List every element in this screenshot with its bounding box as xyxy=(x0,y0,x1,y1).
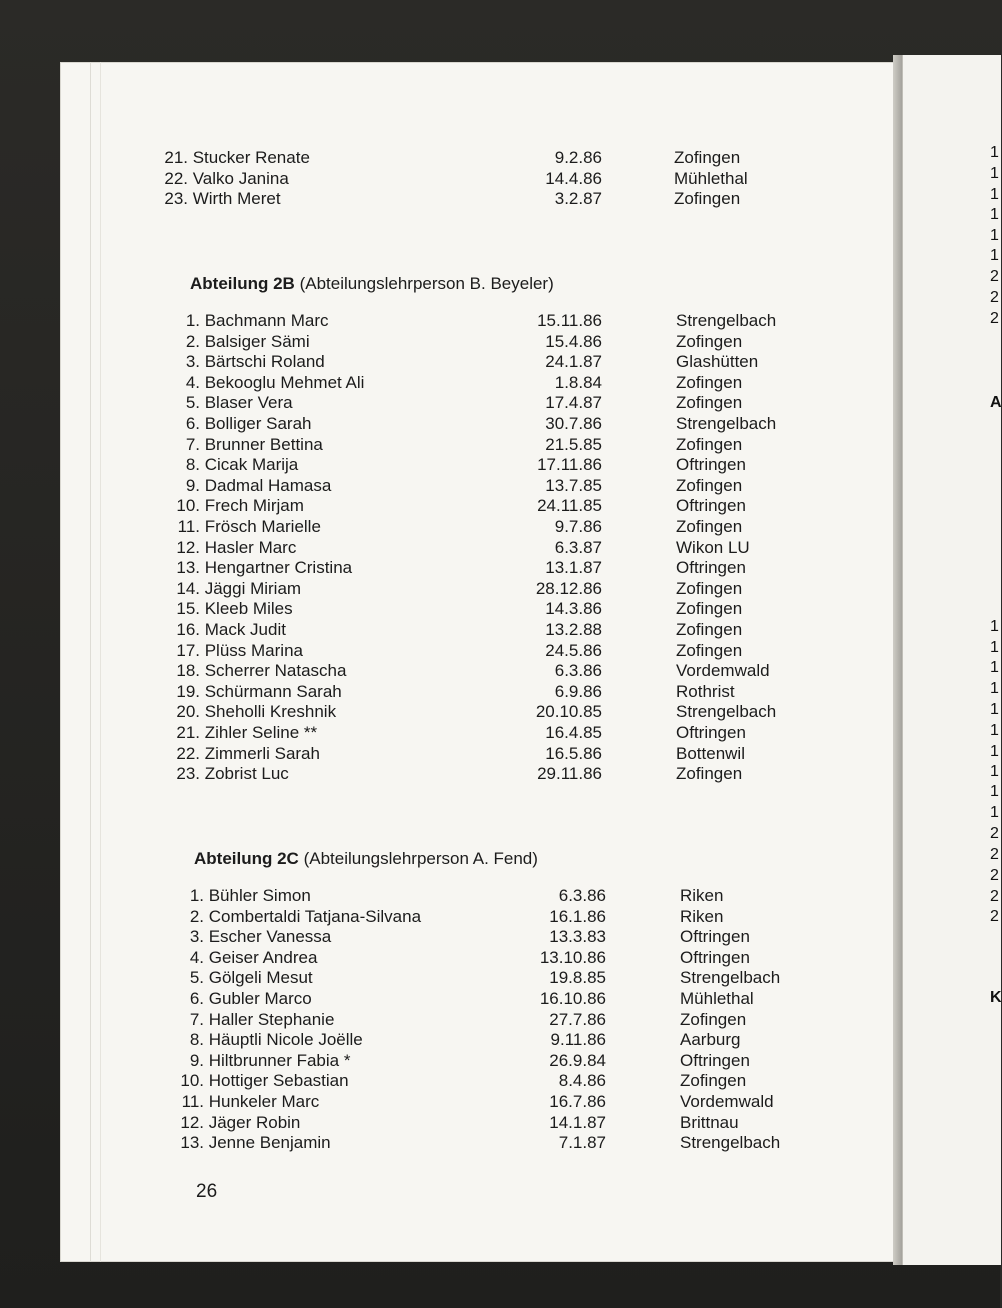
hometown: Aarburg xyxy=(680,1030,741,1050)
row-number: 21. xyxy=(164,148,188,167)
list-item xyxy=(0,476,1000,496)
hometown: Wikon LU xyxy=(676,537,750,557)
student-name xyxy=(176,1071,349,1091)
edge-character: 2 xyxy=(990,310,999,327)
edge-character: 1 xyxy=(990,186,999,203)
student-name xyxy=(172,373,364,393)
student-name xyxy=(160,189,281,209)
list-item xyxy=(0,1113,1000,1133)
birth-date: 16.4.85 xyxy=(545,723,602,742)
birth-date: 24.1.87 xyxy=(545,352,602,372)
row-number: 10. xyxy=(180,1071,204,1091)
name-text: Hasler Marc xyxy=(200,537,297,557)
name-text: Frösch Marielle xyxy=(200,517,321,536)
name-text: Valko Janina xyxy=(188,168,289,188)
row-number: 10. xyxy=(176,496,200,516)
name-text: Cicak Marija xyxy=(200,455,299,475)
list-item xyxy=(0,414,1000,434)
row-number: 5. xyxy=(189,968,204,988)
name-text: Frech Mirjam xyxy=(200,496,304,516)
list-item xyxy=(0,496,1000,516)
list-item xyxy=(0,373,1000,393)
name-text: Hengartner Cristina xyxy=(200,558,353,578)
birth-date: 9.2.86 xyxy=(554,148,602,167)
row-number: 23. xyxy=(164,189,188,208)
name-text: Balsiger Sämi xyxy=(200,331,310,351)
student-name xyxy=(172,311,329,331)
name-text: Gubler Marco xyxy=(204,989,312,1008)
student-name xyxy=(172,723,317,743)
student-name xyxy=(172,496,304,516)
birth-date: 13.10.86 xyxy=(539,947,606,967)
list-item xyxy=(0,682,1000,702)
list-item xyxy=(0,517,1000,537)
list-item xyxy=(0,702,1000,722)
student-name xyxy=(172,641,303,661)
birth-date: 16.7.86 xyxy=(549,1092,606,1111)
list-item xyxy=(0,989,1000,1009)
row-number: 22. xyxy=(164,168,188,188)
student-name xyxy=(176,968,313,988)
student-name xyxy=(172,764,289,784)
name-text: Schürmann Sarah xyxy=(200,681,342,701)
row-number: 12. xyxy=(176,537,200,557)
name-text: Combertaldi Tatjana-Silvana xyxy=(204,906,422,926)
section-teacher: (Abteilungslehrperson B. Beyeler) xyxy=(294,274,554,293)
list-item xyxy=(0,435,1000,455)
list-item xyxy=(0,1092,1000,1112)
row-number: 6. xyxy=(185,414,200,433)
row-number: 2. xyxy=(189,906,204,926)
row-number: 14. xyxy=(176,578,200,598)
row-number: 4. xyxy=(185,372,200,392)
hometown: Zofingen xyxy=(676,640,743,660)
edge-character: 1 xyxy=(990,618,999,635)
student-name xyxy=(172,579,301,599)
edge-character: 2 xyxy=(990,908,999,925)
name-text: Hiltbrunner Fabia * xyxy=(204,1050,351,1070)
student-name xyxy=(160,148,310,168)
name-text: Bachmann Marc xyxy=(200,311,329,330)
birth-date: 26.9.84 xyxy=(549,1050,606,1070)
hometown: Zofingen xyxy=(676,372,743,392)
name-text: Bolliger Sarah xyxy=(200,414,312,433)
list-item xyxy=(0,661,1000,681)
name-text: Jenne Benjamin xyxy=(204,1133,331,1153)
edge-character: 1 xyxy=(990,639,999,656)
hometown: Zofingen xyxy=(676,764,743,784)
student-name xyxy=(176,927,331,947)
list-item xyxy=(0,538,1000,558)
hometown: Vordemwald xyxy=(680,1092,774,1111)
student-name xyxy=(176,1051,350,1071)
birth-date: 14.3.86 xyxy=(545,599,602,619)
student-name xyxy=(172,414,312,434)
row-number: 7. xyxy=(185,434,200,454)
edge-character: 2 xyxy=(990,268,999,285)
name-text: Haller Stephanie xyxy=(204,1009,335,1029)
row-number: 2. xyxy=(185,331,200,351)
row-number: 13. xyxy=(180,1133,204,1153)
name-text: Bärtschi Roland xyxy=(200,352,325,372)
hometown: Zofingen xyxy=(676,517,743,536)
hometown: Zofingen xyxy=(676,475,743,495)
birth-date: 16.10.86 xyxy=(539,989,606,1008)
edge-character: 1 xyxy=(990,144,999,161)
hometown: Oftringen xyxy=(676,496,746,516)
hometown: Riken xyxy=(680,906,724,926)
edge-character: 1 xyxy=(990,227,999,244)
student-name xyxy=(176,989,312,1009)
hometown: Zofingen xyxy=(674,189,741,208)
student-name xyxy=(176,1113,300,1133)
birth-date: 6.3.87 xyxy=(554,537,602,557)
page-number: 26 xyxy=(196,1181,218,1202)
list-item xyxy=(0,189,1000,209)
edge-character: 1 xyxy=(990,804,999,821)
row-number: 1. xyxy=(185,311,200,330)
birth-date: 9.11.86 xyxy=(550,1030,606,1050)
hometown: Oftringen xyxy=(680,927,750,947)
birth-date: 17.11.86 xyxy=(537,455,602,475)
student-name xyxy=(172,517,321,537)
edge-character: 2 xyxy=(990,846,999,863)
row-number: 8. xyxy=(185,455,200,475)
list-item xyxy=(0,968,1000,988)
birth-date: 20.10.85 xyxy=(535,702,602,722)
name-text: Jäggi Miriam xyxy=(200,578,302,598)
name-text: Blaser Vera xyxy=(200,393,293,413)
row-number: 21. xyxy=(176,723,200,742)
name-text: Hottiger Sebastian xyxy=(204,1071,349,1091)
list-item xyxy=(0,393,1000,413)
student-name xyxy=(172,744,320,764)
row-number: 7. xyxy=(189,1009,204,1029)
list-item xyxy=(0,332,1000,352)
birth-date: 24.11.85 xyxy=(537,496,602,516)
row-number: 12. xyxy=(180,1112,204,1132)
edge-character: K xyxy=(990,989,1002,1006)
birth-date: 7.1.87 xyxy=(558,1133,606,1153)
student-name xyxy=(176,1010,334,1030)
row-number: 4. xyxy=(189,947,204,967)
name-text: Geiser Andrea xyxy=(204,947,318,967)
hometown: Vordemwald xyxy=(676,661,770,681)
row-number: 9. xyxy=(185,475,200,495)
student-name xyxy=(172,558,352,578)
edge-character: 1 xyxy=(990,783,999,800)
section-heading-2b xyxy=(190,274,554,294)
list-item xyxy=(0,455,1000,475)
name-text: Häuptli Nicole Joëlle xyxy=(204,1030,363,1050)
section-title: Abteilung 2B xyxy=(190,274,295,293)
row-number: 3. xyxy=(189,927,204,947)
list-item xyxy=(0,1071,1000,1091)
student-name xyxy=(172,455,298,475)
edge-character: 1 xyxy=(990,659,999,676)
hometown: Mühlethal xyxy=(680,989,754,1008)
hometown: Zofingen xyxy=(676,578,743,598)
name-text: Bekooglu Mehmet Ali xyxy=(200,372,365,392)
list-item xyxy=(0,558,1000,578)
student-name xyxy=(160,169,289,189)
birth-date: 3.2.87 xyxy=(554,189,602,208)
list-item xyxy=(0,1030,1000,1050)
birth-date: 27.7.86 xyxy=(549,1009,606,1029)
birth-date: 6.9.86 xyxy=(554,681,602,701)
edge-character: 1 xyxy=(990,701,999,718)
hometown: Brittnau xyxy=(680,1112,739,1132)
student-name xyxy=(172,435,323,455)
list-item xyxy=(0,311,1000,331)
birth-date: 9.7.86 xyxy=(554,517,602,536)
birth-date: 24.5.86 xyxy=(545,640,602,660)
hometown: Zofingen xyxy=(676,620,743,639)
hometown: Strengelbach xyxy=(676,702,777,722)
name-text: Stucker Renate xyxy=(188,148,310,167)
birth-date: 6.3.86 xyxy=(554,661,602,681)
list-item xyxy=(0,764,1000,784)
hometown: Oftringen xyxy=(676,455,746,475)
birth-date: 13.1.87 xyxy=(545,558,602,578)
hometown: Riken xyxy=(680,886,724,905)
hometown: Zofingen xyxy=(676,331,743,351)
list-item xyxy=(0,886,1000,906)
student-name xyxy=(172,352,325,372)
hometown: Zofingen xyxy=(674,148,741,167)
hometown: Oftringen xyxy=(680,947,750,967)
name-text: Bühler Simon xyxy=(204,886,311,905)
list-item xyxy=(0,169,1000,189)
list-item xyxy=(0,927,1000,947)
list-item xyxy=(0,352,1000,372)
list-item xyxy=(0,907,1000,927)
birth-date: 1.8.84 xyxy=(554,372,602,392)
student-name xyxy=(176,1133,331,1153)
list-item xyxy=(0,948,1000,968)
student-name xyxy=(176,907,421,927)
name-text: Jäger Robin xyxy=(204,1112,301,1132)
list-item xyxy=(0,1051,1000,1071)
student-name xyxy=(172,393,293,413)
list-item xyxy=(0,1133,1000,1153)
birth-date: 8.4.86 xyxy=(558,1071,606,1091)
birth-date: 21.5.85 xyxy=(545,434,602,454)
birth-date: 16.5.86 xyxy=(545,743,602,763)
row-number: 8. xyxy=(189,1030,204,1050)
birth-date: 6.3.86 xyxy=(558,886,606,905)
birth-date: 13.2.88 xyxy=(545,620,602,639)
student-name xyxy=(172,538,296,558)
list-item xyxy=(0,744,1000,764)
student-name xyxy=(172,661,346,681)
birth-date: 29.11.86 xyxy=(537,764,602,784)
birth-date: 30.7.86 xyxy=(545,414,602,433)
edge-character: 1 xyxy=(990,763,999,780)
name-text: Sheholli Kreshnik xyxy=(200,702,337,722)
row-number: 6. xyxy=(189,989,204,1008)
name-text: Dadmal Hamasa xyxy=(200,475,332,495)
edge-character: 1 xyxy=(990,165,999,182)
row-number: 5. xyxy=(185,393,200,413)
birth-date: 15.11.86 xyxy=(537,311,602,330)
name-text: Escher Vanessa xyxy=(204,927,332,947)
hometown: Zofingen xyxy=(680,1009,747,1029)
edge-character: 1 xyxy=(990,206,999,223)
row-number: 22. xyxy=(176,743,200,763)
name-text: Zimmerli Sarah xyxy=(200,743,320,763)
student-name xyxy=(172,702,336,722)
name-text: Brunner Bettina xyxy=(200,434,323,454)
edge-character: A xyxy=(990,394,1002,411)
row-number: 18. xyxy=(176,661,200,681)
student-name xyxy=(172,620,286,640)
edge-character: 1 xyxy=(990,680,999,697)
birth-date: 13.3.83 xyxy=(549,927,606,947)
row-number: 19. xyxy=(176,681,200,701)
list-item xyxy=(0,1010,1000,1030)
name-text: Mack Judit xyxy=(200,620,286,639)
hometown: Strengelbach xyxy=(676,414,777,433)
student-name xyxy=(172,599,293,619)
hometown: Strengelbach xyxy=(680,1133,781,1153)
name-text: Wirth Meret xyxy=(188,189,281,208)
edge-character: 1 xyxy=(990,743,999,760)
section-teacher: (Abteilungslehrperson A. Fend) xyxy=(298,849,538,868)
list-item xyxy=(0,641,1000,661)
list-item xyxy=(0,599,1000,619)
row-number: 23. xyxy=(176,764,200,784)
edge-character: 2 xyxy=(990,289,999,306)
list-item xyxy=(0,579,1000,599)
edge-character: 2 xyxy=(990,888,999,905)
row-number: 11. xyxy=(177,517,200,536)
student-name xyxy=(176,948,317,968)
birth-date: 13.7.85 xyxy=(545,475,602,495)
row-number: 11. xyxy=(181,1092,204,1111)
name-text: Zobrist Luc xyxy=(200,764,289,784)
edge-character: 2 xyxy=(990,867,999,884)
row-number: 13. xyxy=(176,558,200,578)
hometown: Oftringen xyxy=(676,723,746,742)
birth-date: 19.8.85 xyxy=(549,968,606,988)
row-number: 20. xyxy=(176,702,200,722)
name-text: Scherrer Natascha xyxy=(200,661,347,681)
name-text: Plüss Marina xyxy=(200,640,303,660)
student-name xyxy=(172,476,331,496)
list-item xyxy=(0,723,1000,743)
edge-character: 2 xyxy=(990,825,999,842)
name-text: Kleeb Miles xyxy=(200,599,293,619)
name-text: Gölgeli Mesut xyxy=(204,968,313,988)
hometown: Zofingen xyxy=(676,434,743,454)
hometown: Glashütten xyxy=(676,352,759,372)
list-item xyxy=(0,148,1000,168)
row-number: 1. xyxy=(189,886,204,905)
hometown: Oftringen xyxy=(680,1050,750,1070)
hometown: Zofingen xyxy=(676,393,743,413)
name-text: Zihler Seline ** xyxy=(200,723,318,742)
hometown: Strengelbach xyxy=(676,311,777,330)
hometown: Mühlethal xyxy=(674,168,748,188)
list-item xyxy=(0,620,1000,640)
hometown: Oftringen xyxy=(676,558,746,578)
student-name xyxy=(172,332,310,352)
birth-date: 15.4.86 xyxy=(545,331,602,351)
birth-date: 28.12.86 xyxy=(535,578,602,598)
edge-character: 1 xyxy=(990,722,999,739)
hometown: Strengelbach xyxy=(680,968,781,988)
student-name xyxy=(176,1030,363,1050)
birth-date: 14.4.86 xyxy=(545,168,602,188)
birth-date: 17.4.87 xyxy=(545,393,602,413)
student-name xyxy=(176,886,311,906)
name-text: Hunkeler Marc xyxy=(204,1092,320,1111)
hometown: Rothrist xyxy=(676,681,735,701)
hometown: Zofingen xyxy=(676,599,743,619)
row-number: 16. xyxy=(176,620,200,639)
student-name xyxy=(172,682,342,702)
edge-character: 1 xyxy=(990,247,999,264)
section-title: Abteilung 2C xyxy=(194,849,299,868)
row-number: 17. xyxy=(176,640,200,660)
hometown: Bottenwil xyxy=(676,743,745,763)
section-heading-2c xyxy=(194,849,538,869)
student-name xyxy=(176,1092,319,1112)
row-number: 15. xyxy=(176,599,200,619)
row-number: 3. xyxy=(185,352,200,372)
birth-date: 14.1.87 xyxy=(549,1112,606,1132)
hometown: Zofingen xyxy=(680,1071,747,1091)
birth-date: 16.1.86 xyxy=(549,906,606,926)
row-number: 9. xyxy=(189,1050,204,1070)
